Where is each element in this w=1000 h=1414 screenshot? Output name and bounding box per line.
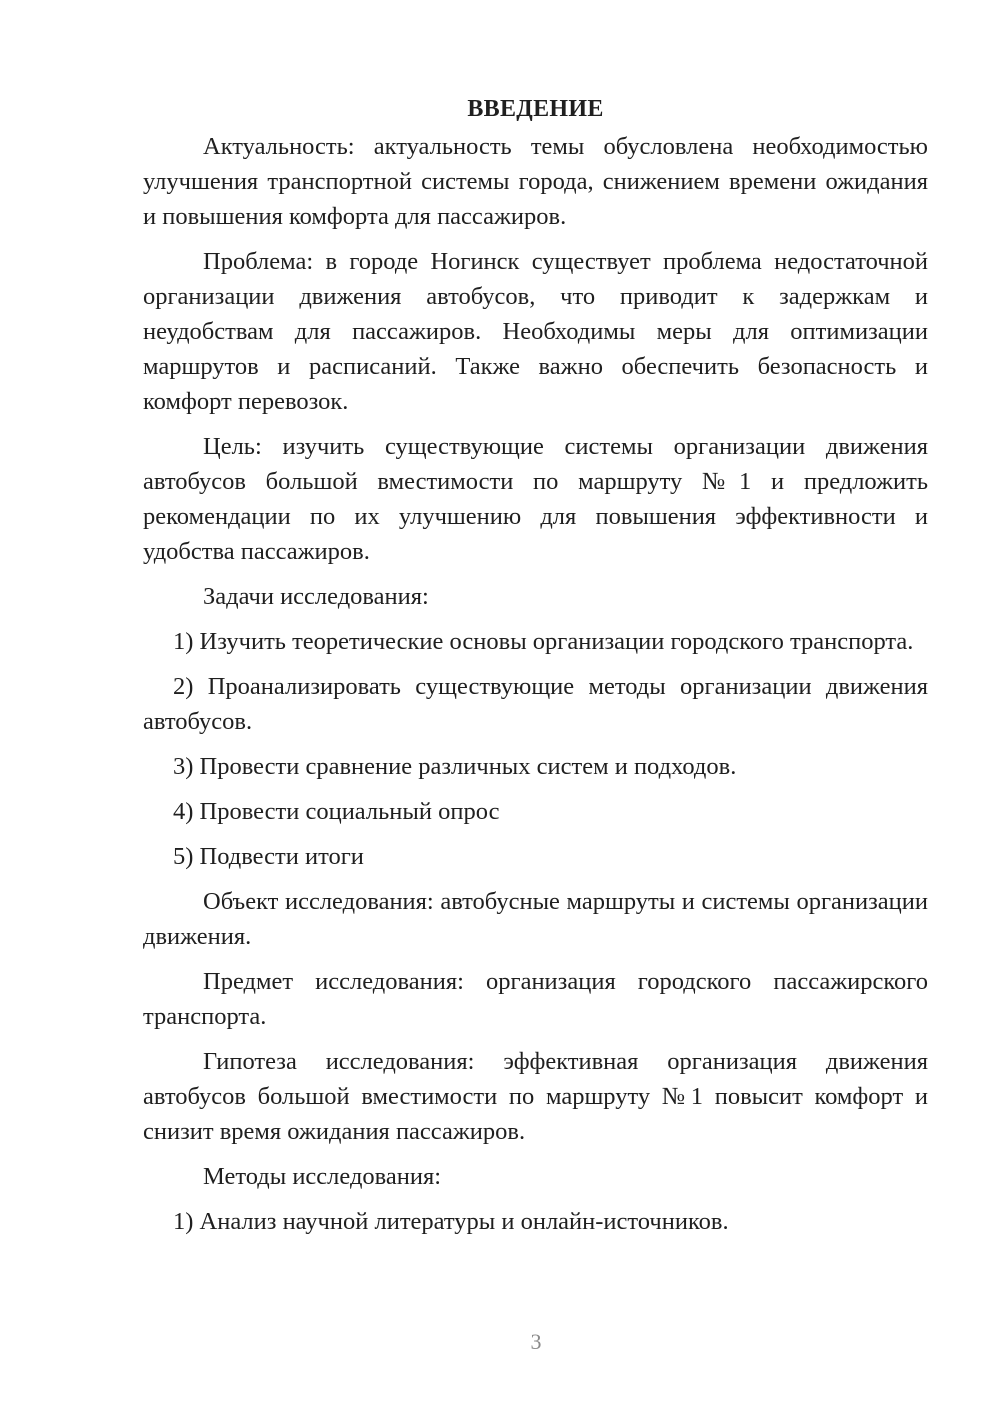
task-item-1: 1) Изучить теоретические основы организации городского транспорта.: [173, 628, 914, 655]
paragraph-relevance: Актуальность: актуальность темы обусловлена необходимостью улучшения транспортной системы города, снижением времени ожидания и повышения комфорта для пассажиров.: [143, 133, 928, 230]
page-title: ВВЕДЕНИЕ: [467, 96, 604, 122]
paragraph-subject: Предмет исследования: организация городского пассажирского транспорта.: [143, 968, 928, 1030]
paragraph-problem: Проблема: в городе Ногинск существует проблема недостаточной организации движения автобусов, что приводит к задержкам и неудобствам для пассажиров. Необходимы меры для оптимизации маршрутов и расписаний. Также важно обеспечить безопасность и комфорт перевозок.: [143, 248, 928, 415]
paragraph-object: Объект исследования: автобусные маршруты и системы организации движения.: [143, 888, 928, 950]
paragraph-tasks-heading: Задачи исследования:: [203, 583, 429, 610]
paragraph-goal: Цель: изучить существующие системы организации движения автобусов большой вместимости по маршруту №1 и предложить рекомендации по их улучшению для повышения эффективности и удобства пассажиров.: [143, 433, 928, 565]
task-item-3: 3) Провести сравнение различных систем и подходов.: [173, 753, 737, 780]
page-number: 3: [530, 1329, 542, 1354]
paragraph-methods-heading: Методы исследования:: [203, 1163, 442, 1190]
document-page: [143, 92, 928, 1239]
task-item-4: 4) Провести социальный опрос: [173, 798, 500, 825]
task-item-5: 5) Подвести итоги: [173, 843, 364, 870]
task-item-2: 2) Проанализировать существующие методы организации движения автобусов.: [143, 673, 928, 735]
method-item-1: 1) Анализ научной литературы и онлайн-источников.: [173, 1208, 729, 1235]
paragraph-hypothesis: Гипотеза исследования: эффективная организация движения автобусов большой вместимости по маршруту №1 повысит комфорт и снизит время ожидания пассажиров.: [143, 1048, 928, 1145]
